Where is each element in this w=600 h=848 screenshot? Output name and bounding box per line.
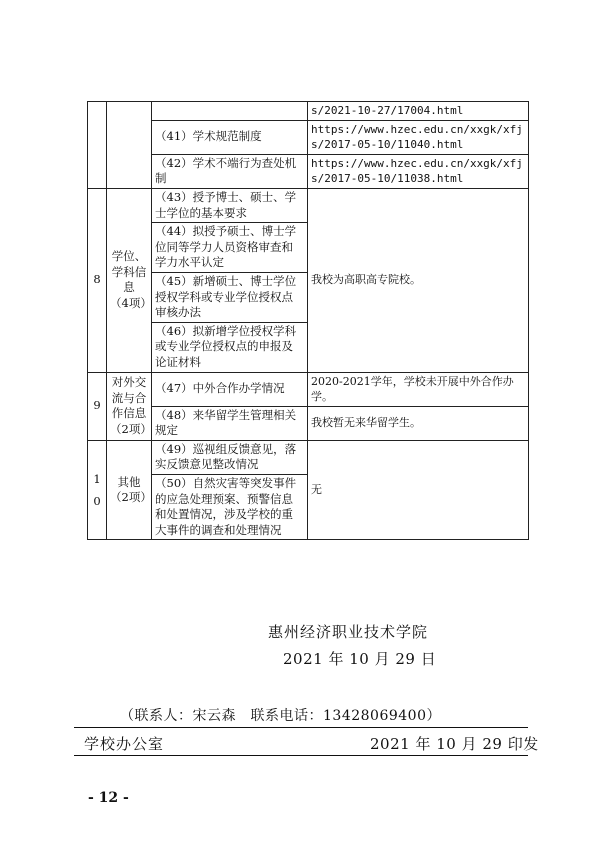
signature-date: 2021 年 10 月 29 日 <box>283 650 437 668</box>
item-cell: （44）拟授予硕士、博士学位同等学力人员资格审查和学力水平认定 <box>152 223 308 273</box>
contact-line: （联系人：宋云森 联系电话：13428069400） <box>120 708 441 724</box>
category-count: （4项） <box>110 295 152 310</box>
result-cell: s/2021-10-27/17004.html <box>308 102 529 121</box>
category-count: （2项） <box>110 421 152 436</box>
category-label: 其他 <box>117 474 141 489</box>
table-row <box>88 102 529 121</box>
issue-date: 2021 年 10 月 29 印发 <box>370 735 539 753</box>
item-cell: （43）授予博士、硕士、学士学位的基本要求 <box>152 188 308 222</box>
table-row <box>88 120 529 154</box>
table-row <box>88 154 529 188</box>
table-row <box>88 440 529 474</box>
item-cell: （49）巡视组反馈意见，落实反馈意见整改情况 <box>152 440 308 474</box>
signature-organization: 惠州经济职业技术学院 <box>268 623 429 641</box>
row-number-cell: 8 <box>88 188 107 372</box>
page-number: - 12 - <box>88 790 129 806</box>
table-row <box>88 372 529 406</box>
item-cell: （42）学术不端行为查处机制 <box>152 154 308 188</box>
row-number-cell <box>88 440 107 540</box>
result-cell: 我校为高职高专院校。 <box>308 188 529 372</box>
category-label: 对外交流与合作信息 <box>111 375 147 421</box>
category-cell <box>107 102 152 189</box>
category-count: （2项） <box>110 490 152 505</box>
row-number-digit: 1 <box>93 472 101 487</box>
category-cell <box>107 372 152 440</box>
result-cell: https://www.hzec.edu.cn/xxgk/xfjs/2017-05-10/11038.html <box>308 154 529 188</box>
table-row <box>88 406 529 440</box>
row-number-cell: 9 <box>88 372 107 440</box>
category-cell <box>107 440 152 540</box>
item-cell: （48）来华留学生管理相关规定 <box>152 406 308 440</box>
footer-rule-bottom <box>74 755 528 756</box>
item-cell: （47）中外合作办学情况 <box>152 372 308 406</box>
row-number-digit: 0 <box>93 494 101 509</box>
disclosure-table <box>87 101 529 540</box>
item-cell: （45）新增硕士、博士学位授权学科或专业学位授权点审核办法 <box>152 272 308 322</box>
result-cell: https://www.hzec.edu.cn/xxgk/xfjs/2017-05-10/11040.html <box>308 120 529 154</box>
result-cell: 无 <box>308 440 529 540</box>
result-cell: 2020-2021学年，学校未开展中外合作办学。 <box>308 372 529 406</box>
footer-rule-top <box>74 727 528 728</box>
item-cell: （41）学术规范制度 <box>152 120 308 154</box>
row-number-cell <box>88 102 107 189</box>
issuing-office: 学校办公室 <box>84 735 165 753</box>
table-row <box>88 188 529 222</box>
category-cell <box>107 188 152 372</box>
result-cell: 我校暂无来华留学生。 <box>308 406 529 440</box>
item-cell: （50）自然灾害等突发事件的应急处理预案、预警信息和处置情况，涉及学校的重大事件的调查和处理情况 <box>152 475 308 540</box>
category-label: 学位、学科信息 <box>111 249 147 295</box>
item-cell: （46）拟新增学位授权学科或专业学位授权点的申报及论证材料 <box>152 322 308 372</box>
item-cell <box>152 102 308 121</box>
